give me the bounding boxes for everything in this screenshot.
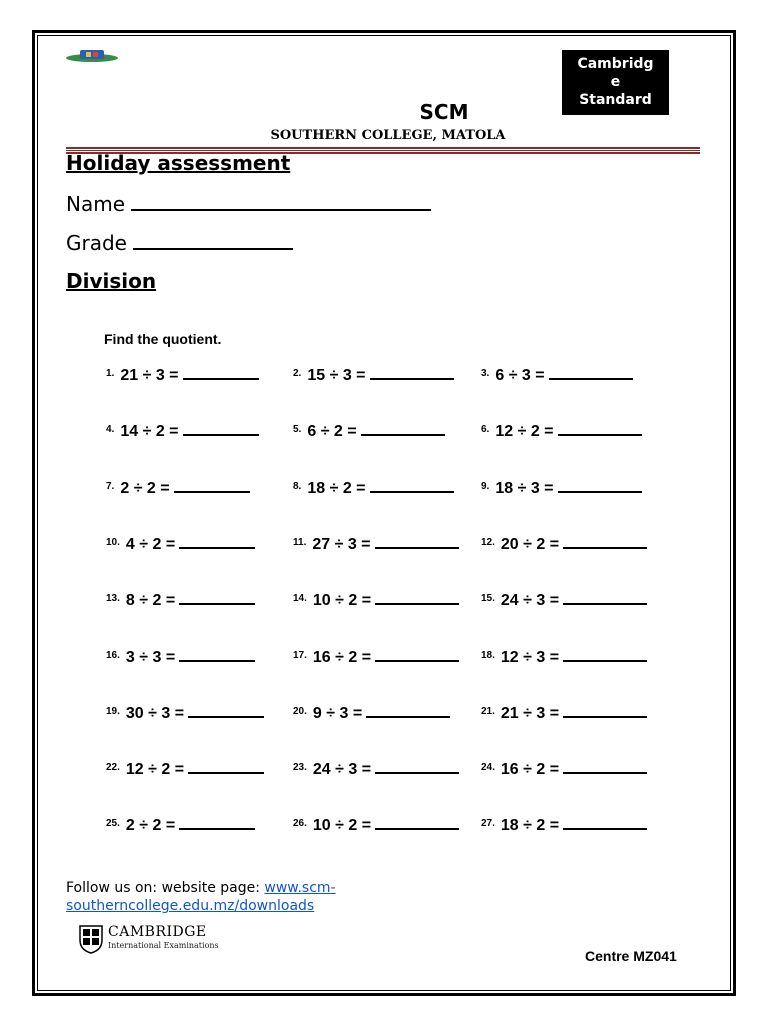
website-link[interactable]: www.scm-southerncollege.edu.mz/downloads: [66, 880, 336, 914]
problem-item: [106, 533, 255, 554]
instruction: Find the quotient.: [104, 331, 222, 347]
answer-blank[interactable]: [558, 420, 642, 436]
answer-blank[interactable]: [188, 702, 264, 718]
answer-blank[interactable]: [366, 702, 450, 718]
cambridge-subtitle: International Examinations: [108, 941, 219, 950]
answer-blank[interactable]: [563, 533, 647, 549]
problem-number: 20.: [293, 705, 307, 717]
answer-blank[interactable]: [563, 758, 647, 774]
problem-item: [481, 646, 647, 667]
problem-item: [106, 646, 255, 667]
problem-expression: 18 ÷ 2 =: [500, 817, 560, 835]
cambridge-logo: [78, 924, 228, 956]
problem-expression: 27 ÷ 3 =: [312, 535, 371, 553]
header-rule: [66, 147, 700, 149]
problem-number: 12.: [481, 536, 495, 548]
problem-expression: 16 ÷ 2 =: [500, 761, 560, 779]
answer-blank[interactable]: [183, 364, 259, 380]
problem-number: 9.: [481, 480, 490, 492]
answer-blank[interactable]: [179, 533, 255, 549]
problem-number: 2.: [293, 368, 302, 379]
answer-blank[interactable]: [174, 477, 250, 493]
problem-expression: 12 ÷ 3 =: [500, 648, 560, 666]
problem-item: [293, 814, 459, 835]
problem-number: 23.: [293, 762, 307, 774]
problem-item: [106, 758, 264, 779]
problem-item: [293, 589, 459, 610]
assessment-title: Holiday assessment: [66, 151, 291, 175]
problem-number: 17.: [293, 649, 307, 661]
problem-item: [481, 814, 647, 835]
page-border-inner: [37, 35, 731, 991]
grade-label: Grade: [66, 231, 127, 255]
cambridge-name: CAMBRIDGE: [108, 924, 207, 940]
problem-item: [293, 420, 445, 441]
problem-expression: 12 ÷ 2 =: [125, 761, 185, 779]
answer-blank[interactable]: [375, 758, 459, 774]
name-line[interactable]: [131, 191, 431, 211]
problem-expression: 2 ÷ 2 =: [125, 817, 176, 835]
answer-blank[interactable]: [375, 533, 459, 549]
answer-blank[interactable]: [179, 589, 255, 605]
problem-number: 1.: [106, 368, 115, 379]
grade-line[interactable]: [133, 230, 293, 250]
problem-expression: 24 ÷ 3 =: [312, 761, 372, 779]
problem-expression: 10 ÷ 2 =: [312, 817, 372, 835]
answer-blank[interactable]: [563, 646, 647, 662]
problem-item: [293, 533, 459, 554]
answer-blank[interactable]: [370, 477, 454, 493]
answer-blank[interactable]: [375, 646, 459, 662]
problem-number: 15.: [481, 593, 495, 605]
answer-blank[interactable]: [361, 420, 445, 436]
problem-item: [293, 702, 450, 723]
problem-expression: 24 ÷ 3 =: [500, 592, 560, 610]
problem-number: 8.: [293, 480, 302, 492]
problem-item: [106, 477, 250, 498]
problem-expression: 16 ÷ 2 =: [312, 648, 372, 666]
problem-number: 27.: [481, 818, 495, 830]
answer-blank[interactable]: [370, 364, 454, 380]
problem-number: 18.: [481, 649, 495, 661]
problem-item: [293, 758, 459, 779]
school-short-name: SCM: [419, 100, 469, 124]
problem-expression: 21 ÷ 3 =: [500, 704, 560, 722]
problem-item: [293, 646, 459, 667]
problem-item: [293, 477, 454, 498]
problem-expression: 12 ÷ 2 =: [495, 423, 554, 441]
follow-text: Follow us on: website page:: [66, 880, 265, 896]
problem-expression: 8 ÷ 2 =: [125, 592, 176, 610]
answer-blank[interactable]: [375, 589, 459, 605]
problem-item: [106, 702, 264, 723]
cambridge-standard-badge: Cambridg e Standard: [562, 50, 669, 115]
grade-field[interactable]: [66, 230, 293, 255]
problem-item: [106, 364, 259, 385]
problem-expression: 10 ÷ 2 =: [312, 592, 372, 610]
problem-item: [293, 364, 454, 385]
problem-number: 21.: [481, 705, 495, 717]
problem-number: 24.: [481, 762, 495, 774]
problem-number: 7.: [106, 480, 115, 492]
problem-item: [481, 702, 647, 723]
answer-blank[interactable]: [179, 814, 255, 830]
problem-expression: 3 ÷ 3 =: [125, 648, 176, 666]
problem-number: 13.: [106, 593, 120, 605]
problem-expression: 30 ÷ 3 =: [125, 704, 185, 722]
answer-blank[interactable]: [183, 420, 259, 436]
problem-expression: 14 ÷ 2 =: [120, 423, 179, 441]
problem-item: [106, 814, 255, 835]
section-title: Division: [66, 269, 157, 293]
answer-blank[interactable]: [563, 702, 647, 718]
problem-item: [106, 420, 259, 441]
problem-number: 25.: [106, 818, 120, 830]
name-label: Name: [66, 192, 126, 216]
answer-blank[interactable]: [558, 477, 642, 493]
answer-blank[interactable]: [375, 814, 459, 830]
problem-number: 16.: [106, 649, 120, 661]
answer-blank[interactable]: [563, 589, 647, 605]
problem-expression: 20 ÷ 2 =: [500, 535, 560, 553]
problem-number: 6.: [481, 424, 490, 436]
centre-number: Centre MZ041: [585, 948, 677, 964]
answer-blank[interactable]: [188, 758, 264, 774]
problem-number: 10.: [106, 536, 120, 548]
problem-expression: 9 ÷ 3 =: [312, 704, 363, 722]
problem-item: [481, 477, 642, 498]
answer-blank[interactable]: [549, 364, 633, 380]
problem-expression: 2 ÷ 2 =: [120, 479, 170, 497]
answer-blank[interactable]: [179, 646, 255, 662]
problem-item: [481, 533, 647, 554]
problem-number: 4.: [106, 424, 115, 436]
problem-number: 19.: [106, 705, 120, 717]
name-field[interactable]: [66, 191, 431, 216]
problem-expression: 15 ÷ 3 =: [307, 367, 366, 384]
problem-number: 3.: [481, 368, 490, 379]
follow-us: [66, 879, 386, 915]
problem-item: [481, 589, 647, 610]
problem-number: 5.: [293, 424, 302, 436]
problem-expression: 18 ÷ 3 =: [495, 479, 554, 497]
problem-expression: 18 ÷ 2 =: [307, 479, 366, 497]
problem-expression: 21 ÷ 3 =: [120, 367, 179, 384]
problem-number: 11.: [293, 536, 307, 548]
school-full-name: SOUTHERN COLLEGE, MATOLA: [270, 128, 506, 143]
answer-blank[interactable]: [563, 814, 647, 830]
problem-item: [481, 758, 647, 779]
problem-item: [481, 420, 642, 441]
problem-item: [106, 589, 255, 610]
problem-expression: 4 ÷ 2 =: [125, 535, 176, 553]
cambridge-shield-icon: [78, 924, 104, 954]
problem-expression: 6 ÷ 2 =: [307, 423, 357, 441]
problem-expression: 6 ÷ 3 =: [495, 367, 545, 384]
problem-number: 22.: [106, 762, 120, 774]
problem-number: 14.: [293, 593, 307, 605]
problem-number: 26.: [293, 818, 307, 830]
problem-item: [481, 364, 633, 385]
